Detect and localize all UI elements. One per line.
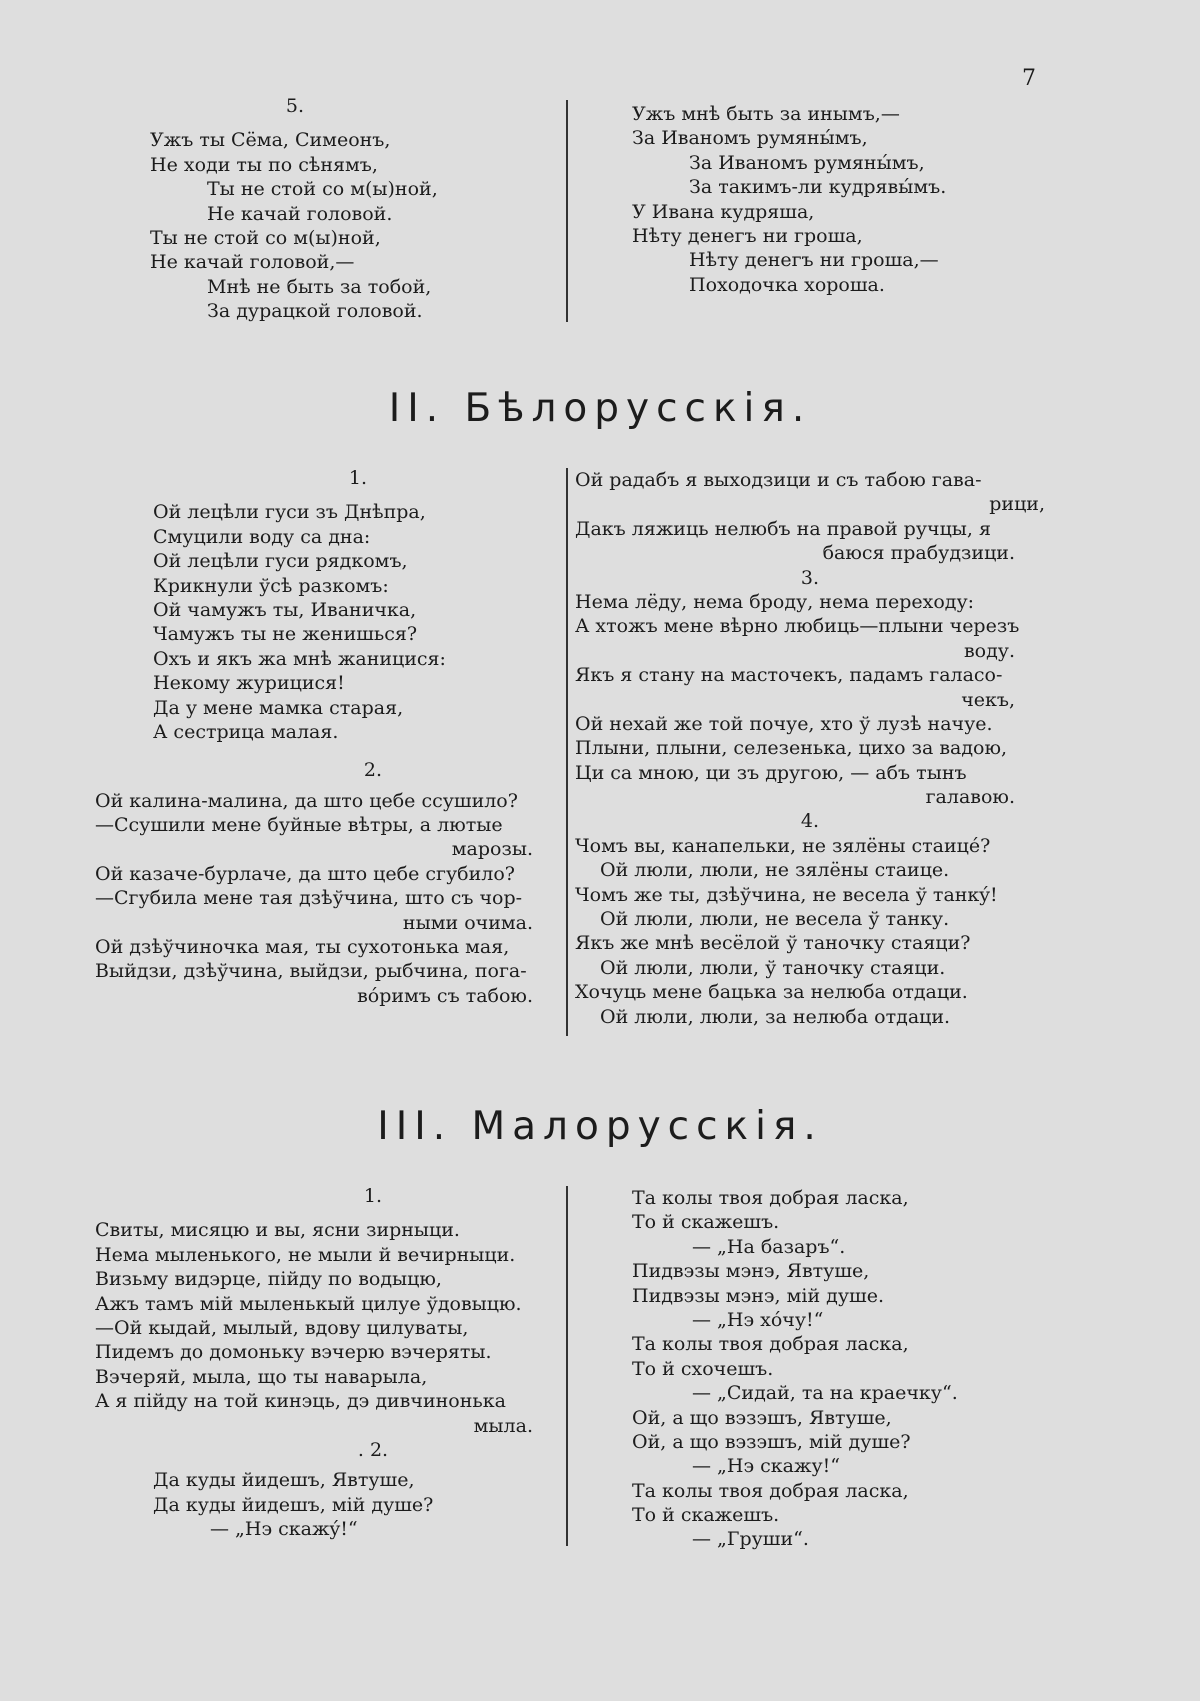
- verse-line: Ой нехай же той почуе, хто ў лузѣ начуе.: [575, 712, 993, 735]
- song-number: 1.: [363, 1185, 383, 1207]
- verse-line: За Иваномъ румяны́мъ,: [689, 151, 925, 174]
- verse-line: Ужъ ты Сёма, Симеонъ,: [150, 129, 391, 152]
- verse-line: Чомъ вы, канапельки, не зялёны стаицé?: [575, 834, 991, 857]
- verse-line: Нема мыленького, не мыли й вечирныци.: [95, 1243, 516, 1266]
- verse-line: марозы.: [451, 838, 533, 861]
- verse-line: Та колы твоя добрая ласка,: [632, 1187, 909, 1209]
- verse-line: У Ивана кудряша,: [632, 200, 815, 223]
- verse-line: Якъ я стану на масточекъ, падамъ галасо-: [575, 664, 1003, 687]
- verse-line: Ой, а що вэзэшъ, Явтуше,: [632, 1406, 892, 1429]
- verse-line: Та колы твоя добрая ласка,: [632, 1333, 909, 1356]
- verse-line: — „На базаръ“.: [692, 1235, 846, 1258]
- verse-line: Ой люли, люли, не зялёны стаице.: [600, 859, 950, 882]
- verse-line: галавою.: [925, 786, 1015, 809]
- verse-line: —Ссушили мене буйные вѣтры, а лютые: [95, 814, 503, 837]
- verse-line: Плыни, плыни, селезенька, цихо за вадою,: [575, 737, 1008, 760]
- verse-line: Ажъ тамъ мій мыленькый цилуе ўдовыцю.: [95, 1292, 522, 1315]
- verse-line: Ой люли, люли, за нелюба отдаци.: [600, 1005, 951, 1028]
- verse-line: — „Нэ скажý!“: [210, 1518, 358, 1541]
- song-number: 2.: [363, 759, 383, 782]
- verse-line: — „Нэ хóчу!“: [692, 1308, 824, 1331]
- section-heading-malorusskiya: III. Малорусскiя.: [377, 1104, 823, 1149]
- page-number: 7: [1022, 66, 1036, 91]
- verse-line: Не ходи ты по сѣнямъ,: [150, 153, 378, 176]
- verse-line: Не качай головой,—: [150, 251, 355, 274]
- column-divider: [566, 1186, 568, 1546]
- verse-line: Якъ же мнѣ весёлой ў таночку стаяци?: [575, 932, 971, 955]
- verse-line: Ой дзѣўчиночка мая, ты сухотонька мая,: [95, 936, 510, 959]
- column-divider: [566, 100, 568, 322]
- verse-line: Ужъ мнѣ быть за инымъ,—: [632, 103, 900, 125]
- verse-line: — „Груши“.: [692, 1528, 809, 1551]
- verse-line: вóримъ съ табою.: [357, 984, 533, 1007]
- verse-line: — „Нэ скажу!“: [692, 1455, 840, 1478]
- verse-line: Хочуць мене бацька за нелюба отдаци.: [575, 981, 968, 1004]
- verse-line: Походочка хороша.: [689, 273, 885, 296]
- verse-line: Ой люли, люли, ў таночку стаяци.: [600, 956, 946, 979]
- verse-line: Чамужъ ты не женишься?: [153, 623, 418, 646]
- verse-line: Пидвэзы мэнэ, Явтуше,: [632, 1260, 870, 1283]
- verse-line: Свиты, мисяцю и вы, ясни зирныци.: [95, 1219, 460, 1242]
- verse-line: Пидвэзы мэнэ, мій душе.: [632, 1284, 884, 1307]
- verse-line: Ой казаче-бурлаче, да што цебе сгубило?: [95, 862, 515, 885]
- verse-line: Вэчеряй, мыла, що ты наварыла,: [95, 1365, 428, 1388]
- verse-line: Ой люли, люли, не весела ў танку.: [600, 908, 950, 931]
- verse-line: Некому журицися!: [153, 672, 345, 695]
- section2-left-column: [95, 466, 561, 1008]
- verse-line: То й скажешъ.: [632, 1211, 780, 1234]
- verse-line: ными очима.: [402, 911, 533, 934]
- verse-line: Ци са мною, ци зъ другою, — абъ тынъ: [575, 761, 967, 784]
- section3-left-column: [95, 1184, 561, 1541]
- verse-line: Ты не стой со м(ы)ной,: [207, 178, 438, 201]
- verse-line: Ой калина-малина, да што цебе ссушило?: [95, 789, 518, 812]
- verse-line: Не качай головой.: [207, 202, 393, 225]
- verse-line: Пидемъ до домоньку вэчерю вэчеряты.: [95, 1341, 492, 1364]
- verse-line: Нѣту денегъ ни гроша,—: [689, 249, 939, 272]
- top-left-column: [150, 94, 480, 324]
- verse-line: Крикнули ўсѣ разкомъ:: [153, 574, 389, 597]
- verse-line: Ой чамужъ ты, Иваничка,: [153, 598, 417, 621]
- verse-line: Чомъ же ты, дзѣўчина, не весела ў танкý!: [575, 883, 998, 906]
- verse-line: Ой лецѣли гуси рядкомъ,: [153, 550, 408, 573]
- verse-line: Выйдзи, дзѣўчина, выйдзи, рыбчина, пога-: [95, 960, 527, 983]
- verse-line: чекъ,: [961, 688, 1015, 711]
- verse-line: рици,: [989, 493, 1045, 516]
- verse-line: баюся прабудзици.: [822, 542, 1015, 565]
- verse-line: За дурацкой головой.: [207, 300, 423, 323]
- verse-line: Охъ и якъ жа мнѣ жаницися:: [153, 647, 446, 670]
- verse-line: Дакъ ляжиць нелюбъ на правой ручцы, я: [575, 517, 991, 540]
- verse-line: Нема лёду, нема броду, нема переходу:: [575, 590, 975, 613]
- verse-line: Ой радабъ я выходзици и съ табою гава-: [575, 469, 982, 491]
- verse-line: А я пійду на той кинэць, дэ дивчинонька: [95, 1390, 506, 1413]
- verse-line: То й скажешъ.: [632, 1504, 780, 1527]
- song-number: 4.: [800, 810, 820, 833]
- section-heading-belorusskiya: II. Бѣлорусскiя.: [388, 386, 812, 431]
- verse-line: Да куды йидешъ, Явтуше,: [153, 1469, 415, 1492]
- verse-line: Та колы твоя добрая ласка,: [632, 1479, 909, 1502]
- verse-line: Ты не стой со м(ы)ной,: [150, 226, 381, 249]
- verse-line: —Сгубила мене тая дзѣўчина, што съ чор-: [95, 887, 523, 910]
- verse-line: Да у мене мамка старая,: [153, 696, 404, 719]
- verse-line: воду.: [963, 639, 1015, 662]
- top-right-column: [632, 102, 1032, 297]
- section3-right-column: [632, 1186, 1052, 1552]
- verse-line: А хтожъ мене вѣрно любиць—плыни черезъ: [575, 615, 1020, 638]
- column-divider: [566, 468, 568, 1036]
- verse-line: — „Сидай, та на краечку“.: [692, 1382, 958, 1405]
- verse-line: Да куды йидешъ, мій душе?: [153, 1493, 434, 1516]
- section2-right-column: [575, 468, 1045, 1029]
- song-number: . 2.: [357, 1438, 389, 1461]
- verse-line: За такимъ-ли кудрявы́мъ.: [689, 176, 947, 199]
- verse-line: Мнѣ не быть за тобой,: [207, 275, 432, 298]
- verse-line: Визьму видэрце, пійду по водыцю,: [95, 1268, 442, 1291]
- verse-line: А сестрица малая.: [153, 720, 339, 743]
- verse-line: За Иваномъ румяны́мъ,: [632, 127, 868, 150]
- verse-line: Ой лецѣли гуси зъ Днѣпра,: [153, 501, 426, 524]
- verse-line: мыла.: [473, 1414, 533, 1437]
- song-number: 5.: [285, 95, 305, 117]
- song-number: 3.: [800, 566, 820, 589]
- verse-line: То й схочешъ.: [632, 1357, 774, 1380]
- verse-line: Смуцили воду са дна:: [153, 525, 371, 548]
- verse-line: Нѣту денегъ ни гроша,: [632, 224, 863, 247]
- song-number: 1.: [348, 467, 368, 489]
- verse-line: Ой, а що вэзэшъ, мій душе?: [632, 1430, 911, 1453]
- verse-line: —Ой кыдай, мылый, вдову цилуваты,: [95, 1316, 469, 1339]
